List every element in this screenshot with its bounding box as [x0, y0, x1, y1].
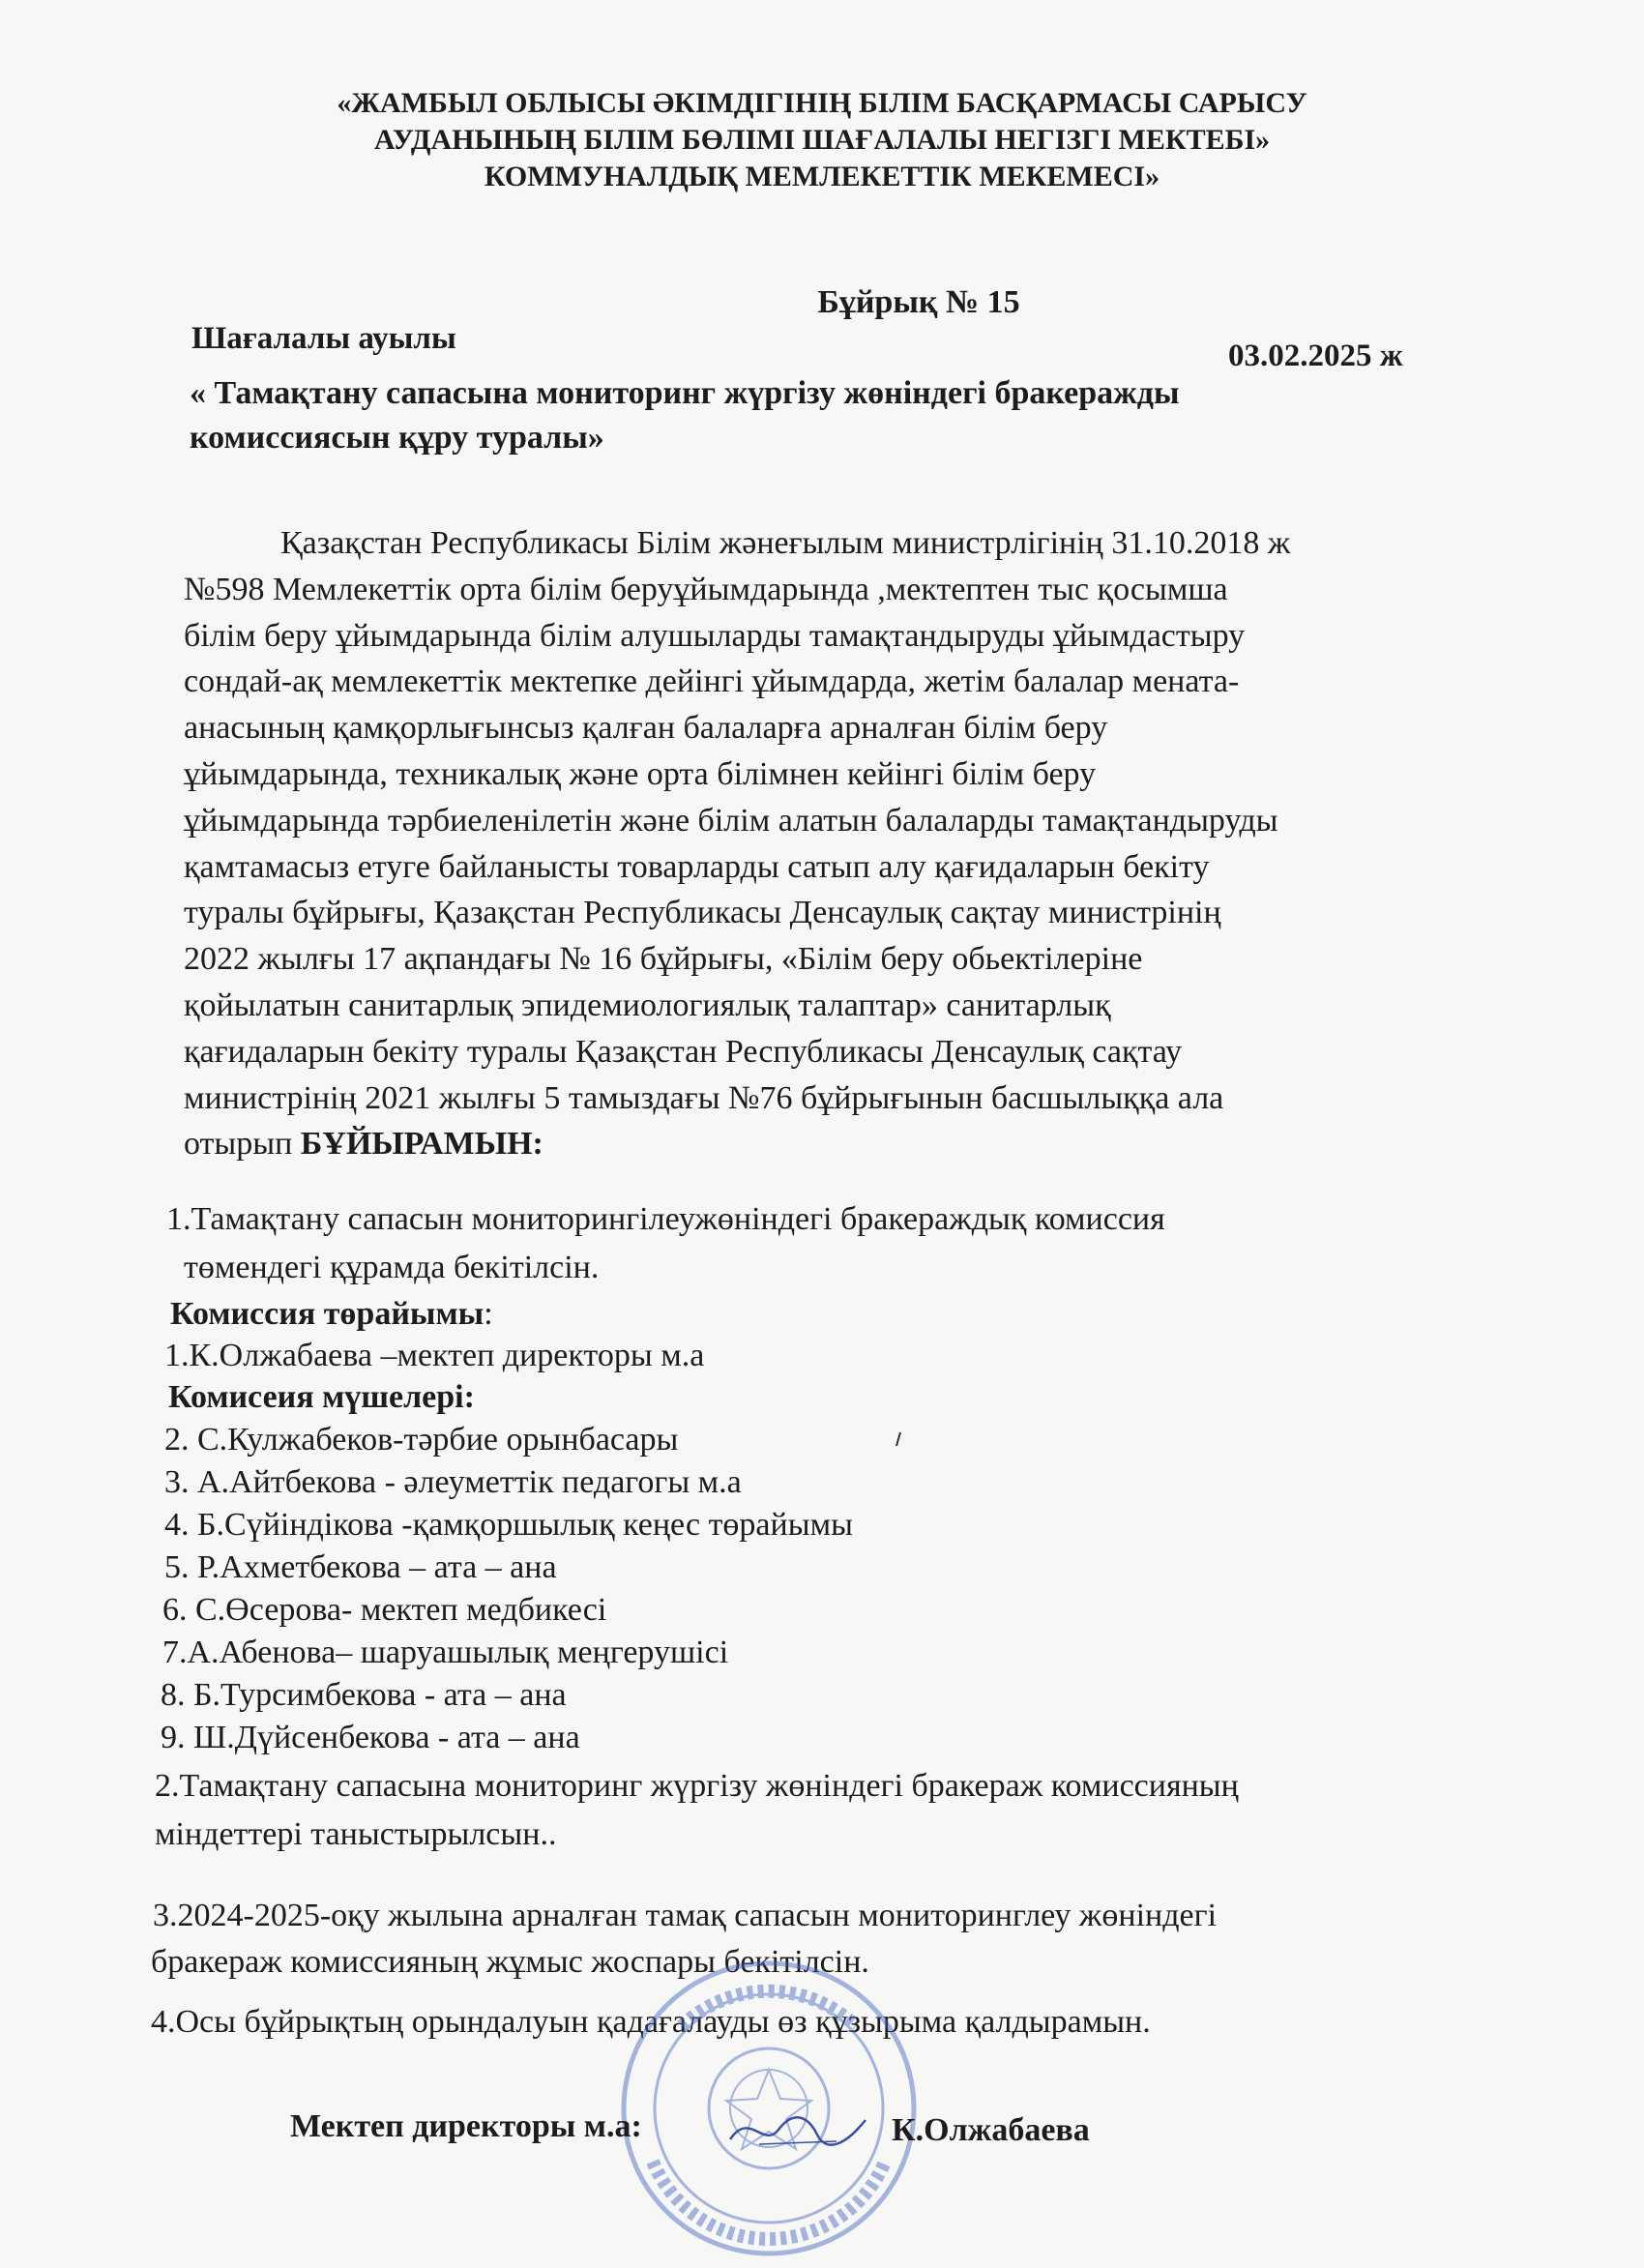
order-date: 03.02.2025 ж [1228, 339, 1403, 373]
chair-heading: Комиссия төрайымы [170, 1296, 484, 1332]
subject-line-2: комиссиясын құру туралы» [190, 420, 604, 456]
header-line-3: КОММУНАЛДЫҚ МЕМЛЕКЕТТІК МЕКЕМЕСІ» [484, 161, 1160, 192]
preamble-paragraph [184, 520, 1480, 1167]
member-item: 2. С.Кулжабеков-тәрбие орынбасары [164, 1422, 679, 1458]
preamble-line: туралы бұйрығы, Қазақстан Республикасы Денсаулық сақтау министрінің [184, 895, 1221, 931]
item-1-line-2: төмендегі құрамда бекітілсін. [184, 1250, 600, 1285]
preamble-line: 2022 жылғы 17 ақпандағы № 16 бұйрығы, «Білім беру обьектілеріне [184, 941, 1143, 978]
order-subject [190, 371, 1408, 460]
preamble-line: Қазақстан Республикасы Білім жәнеғылым министрлігінің 31.10.2018 ж [280, 525, 1291, 561]
preamble-line: министрінің 2021 жылғы 5 тамыздағы №76 бұйрығынын басшылыққа ала [184, 1079, 1224, 1116]
chair-heading-line [170, 1296, 493, 1333]
member-item: 9. Ш.Дүйсенбекова - ата – ана [161, 1720, 580, 1755]
preamble-line: ұйымдарында, техникалық және орта білімнен кейінгі білім беру [184, 755, 1097, 792]
item-3-line-1: 3.2024-2025-оқу жылына арналған тамақ сапасын мониторинглеу жөніндегі [153, 1898, 1218, 1933]
item-1-line-1: 1.Тамақтану сапасын мониторингілеужөніндегі бракераждық комиссия [166, 1201, 1165, 1237]
header-line-1: «ЖАМБЫЛ ОБЛЫСЫ ӘКІМДІГІНІҢ БІЛІМ БАСҚАРМАСЫ САРЫСУ [337, 87, 1307, 119]
signature-name: К.Олжабаева [892, 2112, 1090, 2148]
order-number: Бұйрық № 15 [817, 284, 1020, 320]
item-2-line-1: 2.Тамақтану сапасына мониторинг жүргізу жөніндегі бракераж комиссияның [155, 1768, 1239, 1804]
signature-position: Мектеп директоры м.а: [290, 2108, 642, 2144]
member-item: 8. Б.Турсимбекова - ата – ана [161, 1677, 567, 1713]
preamble-line: қамтамасыз етуге байланысты товарларды сатып алу қағидаларын бекіту [184, 848, 1210, 885]
preamble-last-line [184, 1121, 1480, 1167]
member-item: 4. Б.Сүйіндікова -қамқоршылық кеңес төрайымы [164, 1507, 853, 1543]
member-item: 3. А.Айтбекова - әлеуметтік педагогы м.а [164, 1464, 742, 1500]
preamble-line: сондай-ақ мемлекеттік мектепке дейінгі ұйымдарда, жетім балалар мената- [184, 663, 1240, 700]
preamble-line: қағидаларын бекіту туралы Қазақстан Республикасы Денсаулық сақтау [184, 1033, 1183, 1070]
order-village: Шағалалы ауылы [191, 321, 456, 356]
preamble-line: №598 Мемлекеттік орта білім беруұйымдарында ,мектептен тыс қосымша [184, 571, 1228, 607]
item-2-line-2: міндеттері таныстырылсын.. [155, 1816, 557, 1852]
preamble-line: қойылатын санитарлық эпидемиологиялық талаптар» санитарлық [184, 987, 1111, 1023]
stray-mark [895, 1431, 902, 1447]
chair-member: 1.К.Олжабаева –мектеп директоры м.а [164, 1338, 705, 1373]
member-item: 6. С.Өсерова- мектеп медбикесі [162, 1592, 607, 1628]
decree-keyword: БҰЙЫРАМЫН: [300, 1126, 543, 1163]
header-line-2: АУДАНЫНЫҢ БІЛІМ БӨЛІМІ ШАҒАЛАЛЫ НЕГІЗГІ МЕКТЕБІ» [373, 124, 1271, 156]
preamble-line: білім беру ұйымдарында білім алушыларды тамақтандыруды ұйымдастыру [184, 617, 1246, 654]
handwritten-signature [720, 2101, 875, 2159]
organization-header [193, 85, 1451, 195]
members-heading: Комисеия мүшелері: [168, 1379, 475, 1415]
subject-line-1: « Тамақтану сапасына мониторинг жүргізу жөніндегі бракеражды [190, 375, 1180, 411]
member-item: 7.А.Абенова– шаруашылық меңгерушісі [162, 1635, 729, 1670]
chair-heading-colon: : [484, 1296, 493, 1332]
item-4-line-1: 4.Осы бұйрықтың орындалуын қадағалауды өз құзырыма қалдырамын. [151, 2004, 1151, 2040]
preamble-last-prefix: отырып [184, 1126, 301, 1163]
preamble-line: анасының қамқорлығынсыз қалған балаларға арналған білім беру [184, 710, 1108, 747]
item-3-line-2: бракераж комиссияның жұмыс жоспары бекітілсін. [151, 1944, 869, 1980]
member-item: 5. Р.Ахметбекова – ата – ана [164, 1549, 557, 1585]
preamble-line: ұйымдарында тәрбиеленілетін және білім алатын балаларды тамақтандыруды [184, 802, 1278, 839]
